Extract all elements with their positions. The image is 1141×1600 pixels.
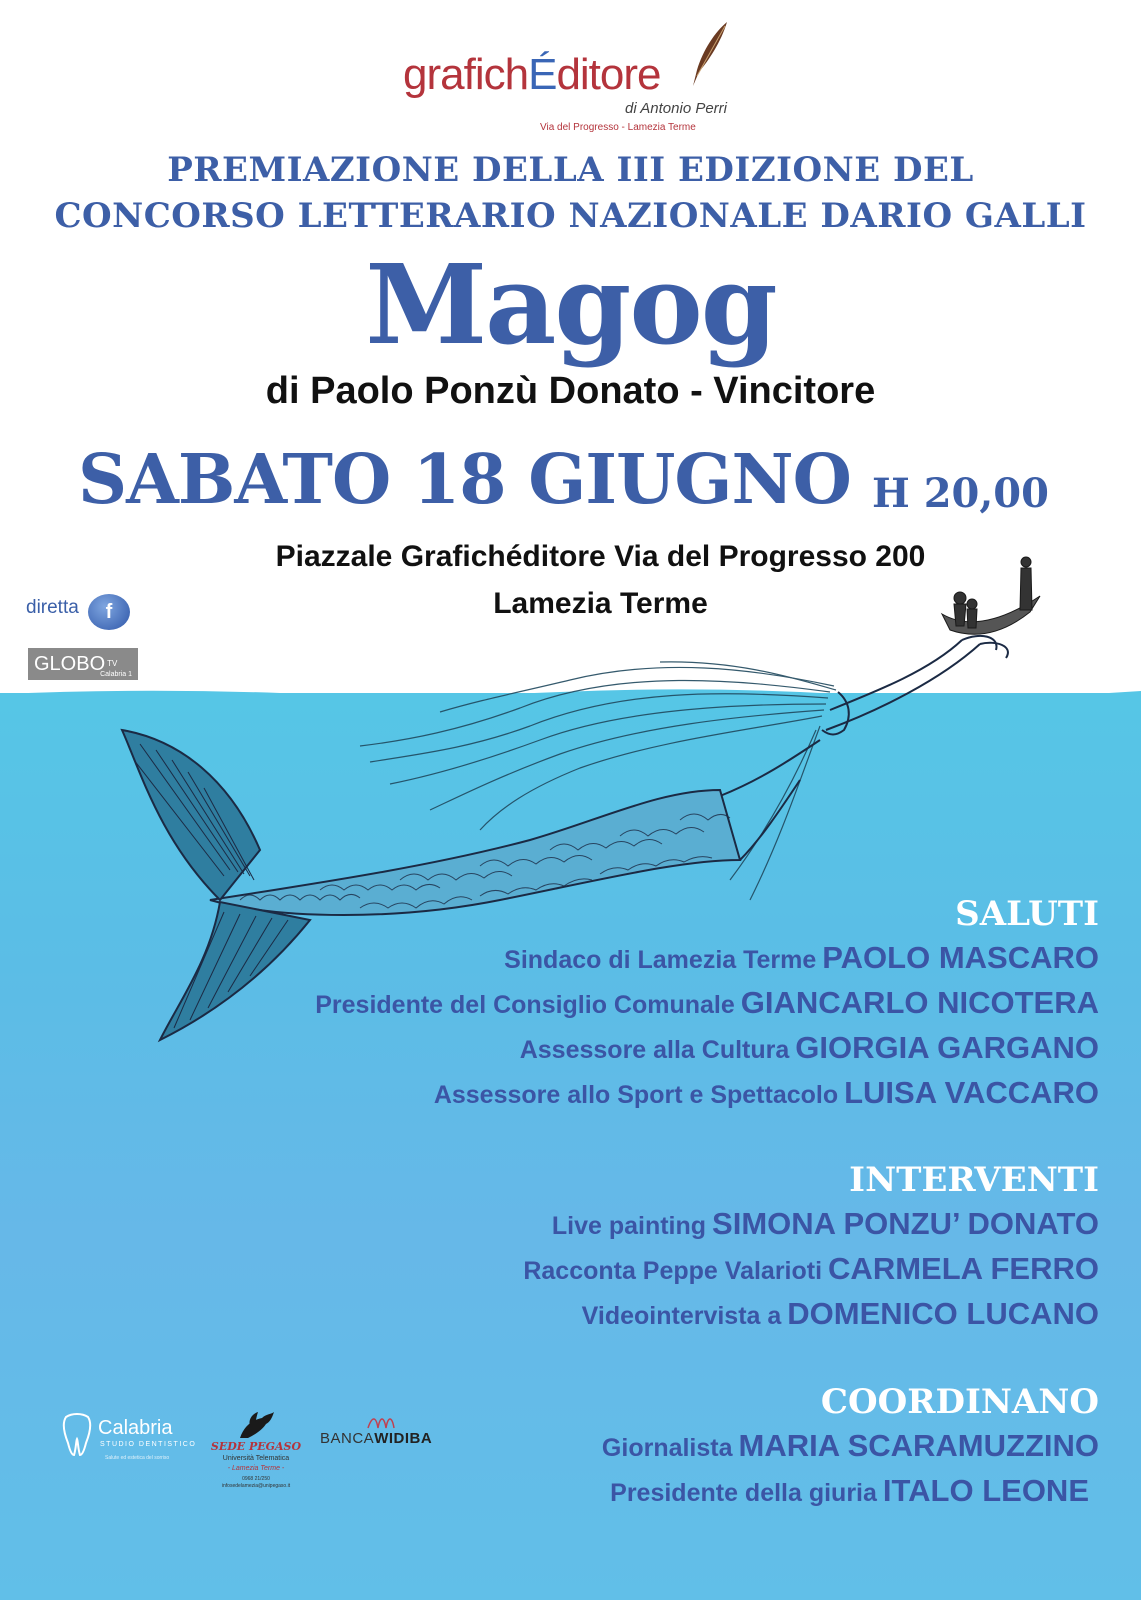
saluti-role: Sindaco di Lamezia Terme xyxy=(504,946,817,974)
tooth-icon xyxy=(60,1413,94,1457)
author-byline: di Paolo Ponzù Donato - Vincitore xyxy=(265,370,876,412)
book-title: Magog xyxy=(365,240,776,369)
interventi-role: Videointervista a xyxy=(581,1302,782,1330)
sponsor-calabria xyxy=(60,1413,210,1473)
publisher-logo xyxy=(395,20,755,133)
coordinano-row-1 xyxy=(602,1428,1099,1464)
coordinano-role: Presidente della giuria xyxy=(610,1479,877,1507)
coordinano-name: ITALO LEONE xyxy=(882,1473,1089,1508)
saluti-name: GIORGIA GARGANO xyxy=(795,1030,1099,1065)
saluti-row-4 xyxy=(434,1075,1099,1111)
coordinano-row-2 xyxy=(610,1473,1089,1509)
interventi-row-2 xyxy=(523,1251,1099,1287)
saluti-row-3 xyxy=(520,1030,1099,1066)
saluti-row-2 xyxy=(315,985,1099,1021)
venue-line-1: Piazzale Grafichéditore Via del Progresso 200 xyxy=(275,540,926,573)
interventi-role: Live painting xyxy=(551,1212,707,1240)
saluti-role: Assessore allo Sport e Spettacolo xyxy=(433,1081,839,1109)
globo-word: GLOBO xyxy=(34,653,106,675)
logo-part1: grafich xyxy=(403,50,529,99)
coordinano-role: Giornalista xyxy=(601,1434,733,1462)
mermaid-illustration xyxy=(100,540,1060,1060)
facebook-icon: f xyxy=(88,594,130,630)
calabria-tagline: Salute ed estetica del sorriso xyxy=(105,1455,170,1461)
calabria-name: Calabria xyxy=(98,1417,173,1439)
section-interventi-title: INTERVENTI xyxy=(849,1160,1099,1200)
logo-address: Via del Progresso - Lamezia Terme xyxy=(540,122,696,133)
widiba-name: WIDIBA xyxy=(374,1430,433,1447)
widiba-banca: BANCA xyxy=(320,1430,375,1447)
interventi-row-1 xyxy=(552,1206,1099,1242)
coordinano-name: MARIA SCARAMUZZINO xyxy=(738,1428,1099,1463)
widiba-icon xyxy=(366,1414,402,1430)
mermaid-body xyxy=(720,636,1008,860)
globo-tv: TV xyxy=(107,659,118,668)
saluti-role: Presidente del Consiglio Comunale xyxy=(315,991,735,1019)
pegaso-phone: 0968 21/250 xyxy=(242,1476,270,1482)
saluti-name: LUISA VACCARO xyxy=(844,1075,1099,1110)
saluti-name: PAOLO MASCARO xyxy=(822,940,1099,975)
interventi-name: DOMENICO LUCANO xyxy=(787,1296,1099,1331)
event-date: SABATO 18 GIUGNO xyxy=(78,440,851,520)
pegasus-icon xyxy=(236,1412,276,1440)
pegaso-place: - Lamezia Terme - xyxy=(227,1465,285,1472)
section-coordinano-title: COORDINANO xyxy=(820,1382,1099,1422)
interventi-name: CARMELA FERRO xyxy=(828,1251,1099,1286)
boat-icon xyxy=(942,557,1040,634)
logo-subtitle: di Antonio Perri xyxy=(625,100,727,117)
section-saluti-title: SALUTI xyxy=(955,894,1099,934)
globo-sub: Calabria 1 xyxy=(100,671,132,678)
interventi-name: SIMONA PONZU’ DONATO xyxy=(712,1206,1099,1241)
event-time: H 20,00 xyxy=(872,470,1049,517)
heading-line-2: CONCORSO LETTERARIO NAZIONALE DARIO GALLI xyxy=(54,196,1087,236)
logo-wordmark xyxy=(403,50,661,100)
pegaso-name: SEDE PEGASO xyxy=(210,1440,302,1453)
sponsor-widiba xyxy=(320,1430,432,1447)
interventi-row-3 xyxy=(582,1296,1099,1332)
logo-accent: É xyxy=(528,50,557,99)
interventi-role: Racconta Peppe Valarioti xyxy=(523,1257,823,1285)
calabria-sub: STUDIO DENTISTICO xyxy=(100,1441,197,1448)
saluti-role: Assessore alla Cultura xyxy=(519,1036,790,1064)
saluti-row-1 xyxy=(504,940,1099,976)
diretta-label: diretta xyxy=(26,597,79,618)
saluti-name: GIANCARLO NICOTERA xyxy=(740,985,1099,1020)
venue-line-2: Lamezia Terme xyxy=(493,587,708,620)
logo-part2: ditore xyxy=(556,50,661,99)
quill-icon xyxy=(685,20,735,90)
pegaso-sub: Università Telematica xyxy=(222,1455,290,1462)
pegaso-email: infosedelamezia@unipegaso.it xyxy=(221,1483,291,1489)
heading-line-1: PREMIAZIONE DELLA III EDIZIONE DEL xyxy=(167,150,974,190)
sponsor-pegaso xyxy=(206,1412,306,1497)
